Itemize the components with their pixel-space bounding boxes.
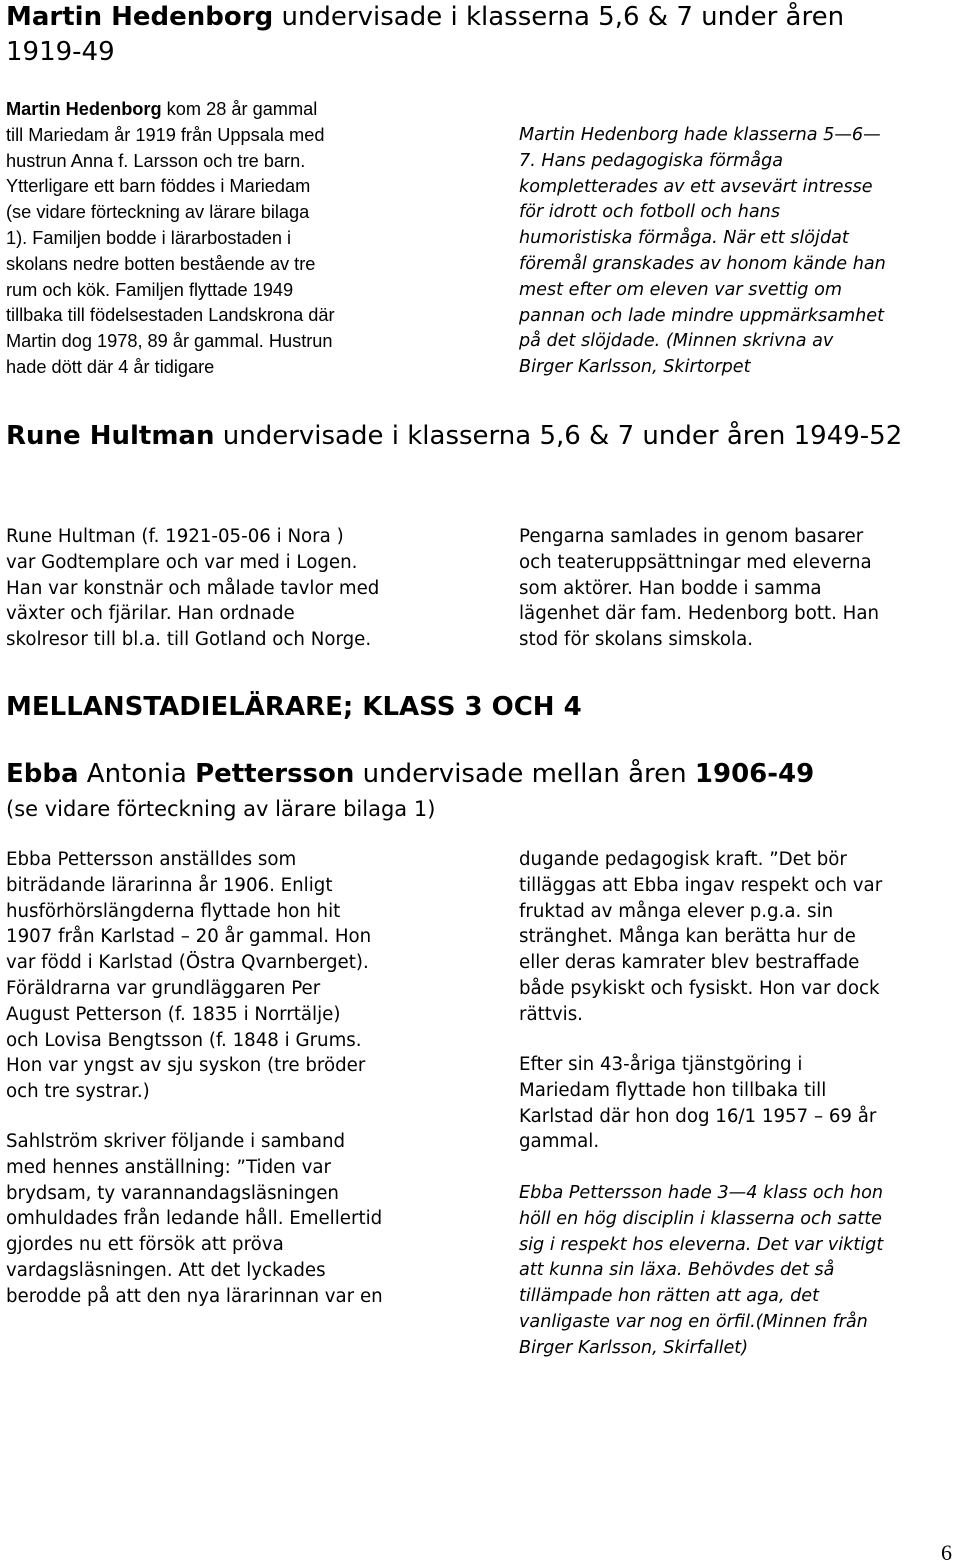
hedenborg-right-column: Martin Hedenborg hade klasserna 5—6— 7. Hans pedagogiska förmåga kompletterades av ett avsevärt intresse för idrott och fotboll och hans humoristiska förmåga. När ett slöjdat föremål granskades av honom kände han mest efter om eleven var svettig om pannan och lade mindre uppmärksamhet på det slöjdade. (Minnen skrivna av Birger Karlsson, Skirtorpet bbox=[519, 125, 886, 378]
pettersson-left-paragraph-2: Sahlström skriver följande i samband med hennes anställning: ”Tiden var brydsam, ty varannandagsläsningen omhuldades från ledande håll. Emellertid gjordes nu ett försök att pröva vardagsläsningen. Att det lyckades berodde på att den nya lärarinnan var en bbox=[6, 1131, 383, 1307]
hultman-right-column: Pengarna samlades in genom basarer och teateruppsättningar med eleverna som aktörer. Han bodde i samma lägenhet där fam. Hedenborg bott. Han stod för skolans simskola. bbox=[519, 526, 879, 651]
heading-name: Martin Hedenborg bbox=[6, 2, 274, 32]
page-number: 6 bbox=[941, 1540, 952, 1565]
hedenborg-name: Martin Hedenborg bbox=[6, 99, 162, 119]
mellanstadie-heading: MELLANSTADIELÄRARE; KLASS 3 OCH 4 bbox=[6, 692, 582, 722]
hultman-left-column: Rune Hultman (f. 1921-05-06 i Nora ) var Godtemplare och var med i Logen. Han var konstnär och målade tavlor med växter och fjärilar. Han ordnade skolresor till bl.a. till Gotland och Norge. bbox=[6, 526, 380, 651]
section-heading-hultman bbox=[6, 419, 906, 454]
pettersson-right-paragraph-1: dugande pedagogisk kraft. ”Det bör tilläggas att Ebba ingav respekt och var fruktad av många elever p.g.a. sin stränghet. Många kan berätta hur de eller deras kamrater blev bestraffade både psykiskt och fysiskt. Hon var dock rättvis. bbox=[519, 849, 883, 1025]
heading-first-name: Ebba bbox=[6, 759, 79, 789]
section-heading-pettersson bbox=[6, 757, 956, 792]
pettersson-right-paragraph-2: Efter sin 43-åriga tjänstgöring i Mariedam flyttade hon tillbaka till Karlstad där hon dog 16/1 1957 – 69 år gammal. bbox=[519, 1054, 877, 1153]
section-heading-hedenborg bbox=[6, 0, 906, 70]
heading-rest: undervisade i klasserna 5,6 & 7 under åren 1949-52 bbox=[214, 421, 903, 451]
heading-middle-name: Antonia bbox=[78, 759, 196, 789]
heading-rest: undervisade i klasserna 5,6 & 7 under åren 1919-49 bbox=[6, 2, 845, 67]
pettersson-subtitle: (se vidare förteckning av lärare bilaga 1) bbox=[6, 797, 436, 821]
heading-name: Rune Hultman bbox=[6, 421, 215, 451]
heading-rest: undervisade mellan åren bbox=[354, 759, 695, 789]
hedenborg-left-column bbox=[6, 97, 476, 381]
heading-last-name: Pettersson bbox=[195, 759, 355, 789]
heading-years: 1906-49 bbox=[694, 759, 815, 789]
pettersson-right-paragraph-3: Ebba Pettersson hade 3—4 klass och hon höll en hög disciplin i klasserna och satte sig i respekt hos eleverna. Det var viktigt att kunna sin läxa. Behövdes det så tillämpade hon rätten att aga, det vanligaste var nog en örfil.(Minnen från Birger Karlsson, Skirfallet) bbox=[519, 1183, 884, 1358]
hedenborg-left-text: kom 28 år gammal till Mariedam år 1919 från Uppsala med hustrun Anna f. Larsson och tre barn. Ytterligare ett barn föddes i Mariedam (se vidare förteckning av lärare bilaga 1). Familjen bodde i lärarbostaden i skolans nedre botten bestående av tre rum och kök. Familjen flyttade 1949 tillbaka till födelsestaden Landskrona där Martin dog 1978, 89 år gammal. Hustrun hade dött där 4 år tidigare bbox=[6, 99, 335, 377]
pettersson-left-paragraph-1: Ebba Pettersson anställdes som biträdande lärarinna år 1906. Enligt husförhörslängderna flyttade hon hit 1907 från Karlstad – 20 år gammal. Hon var född i Karlstad (Östra Qvarnberget). Föräldrarna var grundläggaren Per August Petterson (f. 1835 i Norrtälje) och Lovisa Bengtsson (f. 1848 i Grums. Hon var yngst av sju syskon (tre bröder och tre systrar.) bbox=[6, 849, 372, 1103]
